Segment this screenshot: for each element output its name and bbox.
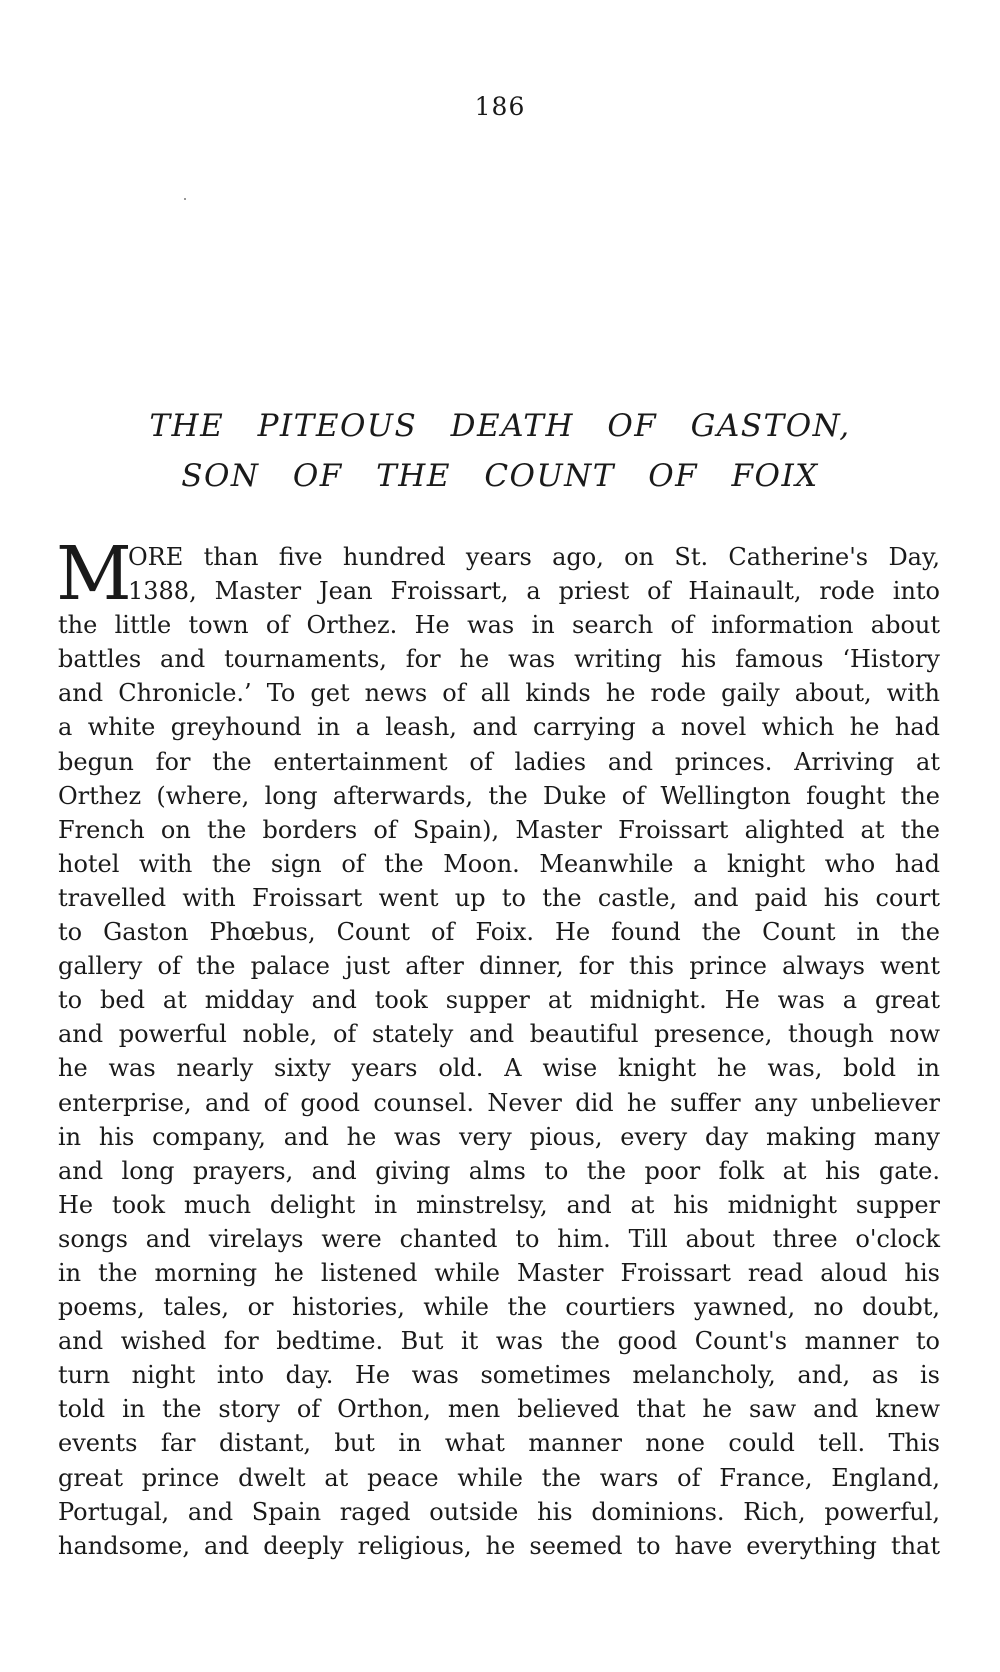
text-line: French on the borders of Spain), Master Froissart alighted at the	[58, 815, 940, 844]
page-number: 186	[474, 92, 526, 121]
text-line: Portugal, and Spain raged outside his dominions. Rich, powerful,	[58, 1497, 940, 1526]
text-line: great prince dwelt at peace while the wars of France, England,	[58, 1463, 940, 1492]
text-line: enterprise, and of good counsel. Never did he suffer any unbeliever	[58, 1088, 940, 1117]
print-speck	[184, 198, 186, 200]
text-line: and wished for bedtime. But it was the good Count's manner to	[58, 1327, 940, 1356]
text-line: ORE than five hundred years ago, on St. Catherine's Day,	[128, 543, 940, 571]
text-line: turn night into day. He was sometimes melancholy, and, as is	[58, 1361, 940, 1390]
text-line: begun for the entertainment of ladies and princes. Arriving at	[58, 747, 940, 776]
body-paragraph	[58, 608, 940, 1563]
text-line: handsome, and deeply religious, he seemed to have everything that	[58, 1531, 940, 1560]
text-line: and Chronicle.’ To get news of all kinds he rode gaily about, with	[58, 679, 940, 708]
opening-lines	[128, 540, 940, 608]
text-line: hotel with the sign of the Moon. Meanwhile a knight who had	[58, 849, 940, 878]
text-line: and long prayers, and giving alms to the poor folk at his gate.	[58, 1156, 940, 1185]
text-line: in the morning he listened while Master Froissart read aloud his	[58, 1258, 940, 1287]
text-line: poems, tales, or histories, while the courtiers yawned, no doubt,	[58, 1293, 940, 1322]
text-line: 1388, Master Jean Froissart, a priest of Hainault, rode into	[128, 577, 940, 606]
text-line: battles and tournaments, for he was writing his famous ‘History	[58, 645, 940, 674]
text-line: to Gaston Phœbus, Count of Foix. He found the Count in the	[58, 918, 940, 947]
text-line: in his company, and he was very pious, every day making many	[58, 1122, 940, 1151]
chapter-title-line-1: THE PITEOUS DEATH OF GASTON,	[149, 408, 851, 444]
text-line: the little town of Orthez. He was in search of information about	[58, 611, 940, 640]
drop-cap-initial: M	[56, 531, 132, 617]
chapter-title-line-2: SON OF THE COUNT OF FOIX	[181, 458, 819, 494]
text-line: a white greyhound in a leash, and carrying a novel which he had	[58, 713, 940, 742]
text-line: and powerful noble, of stately and beautiful presence, though now	[58, 1020, 940, 1049]
text-line: Orthez (where, long afterwards, the Duke of Wellington fought the	[58, 781, 940, 810]
text-line: gallery of the palace just after dinner, for this prince always went	[58, 952, 940, 981]
text-line: told in the story of Orthon, men believed that he saw and knew	[58, 1395, 940, 1424]
text-line: events far distant, but in what manner none could tell. This	[58, 1429, 940, 1458]
text-line: to bed at midday and took supper at midnight. He was a great	[58, 986, 940, 1015]
text-line: he was nearly sixty years old. A wise knight he was, bold in	[58, 1054, 940, 1083]
text-line: He took much delight in minstrelsy, and at his midnight supper	[58, 1190, 940, 1219]
text-line: travelled with Froissart went up to the castle, and paid his court	[58, 883, 940, 912]
text-line: songs and virelays were chanted to him. Till about three o'clock	[58, 1224, 940, 1253]
